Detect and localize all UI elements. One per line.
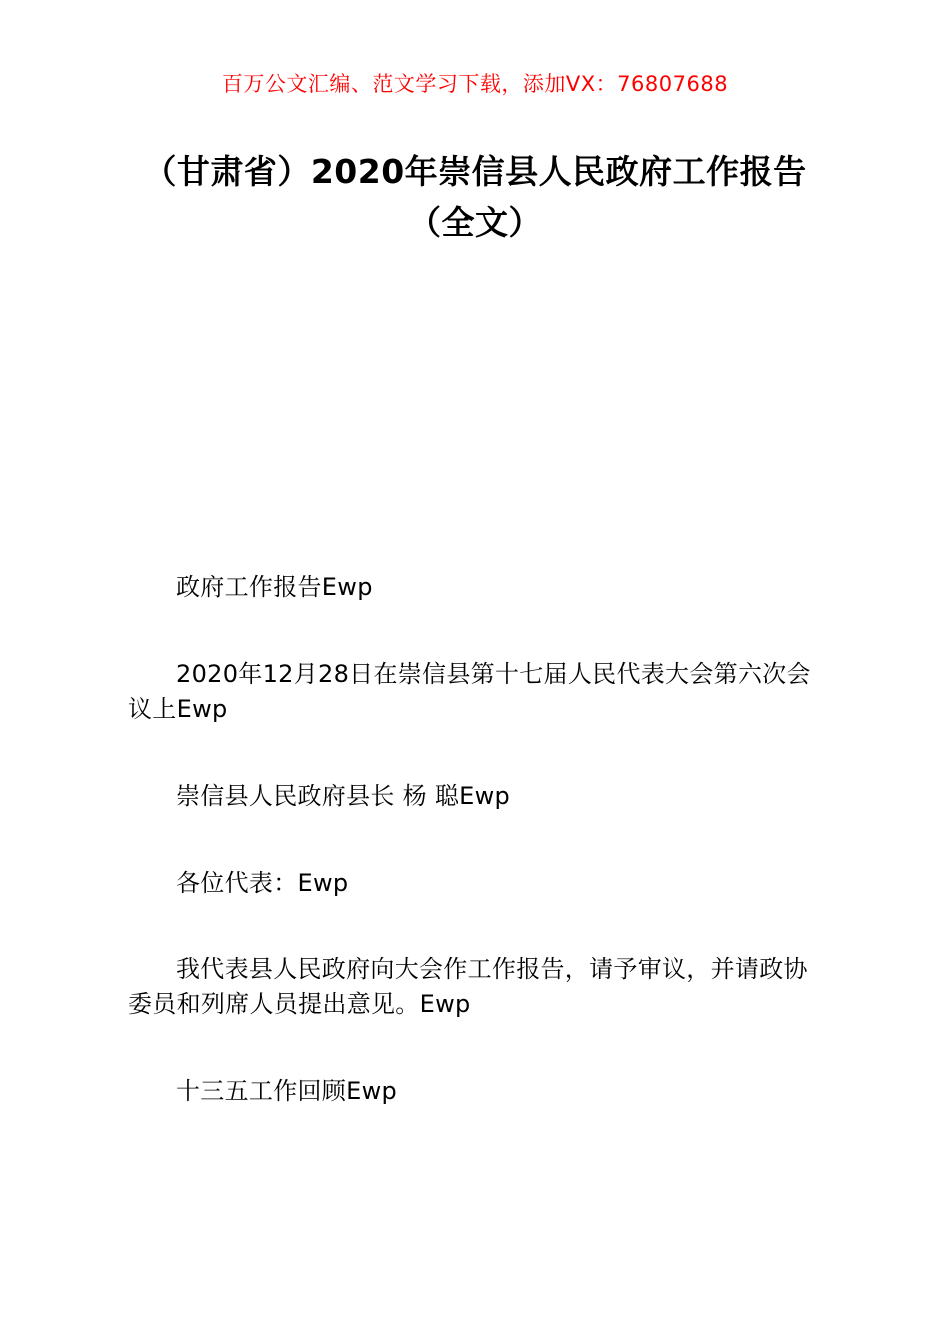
paragraph: 十三五工作回顾Ewp (176, 1076, 398, 1105)
paragraph: 我代表县人民政府向大会作工作报告，请予审议，并请政协委员和列席人员提出意见。Ewp (128, 955, 808, 1019)
paragraph: 各位代表：Ewp (176, 868, 349, 897)
paragraph: 政府工作报告Ewp (176, 573, 373, 602)
paragraph: 崇信县人民政府县长 杨 聪Ewp (176, 781, 511, 810)
title-body-spacer (128, 270, 822, 570)
paragraph: 2020年12月28日在崇信县第十七届人民代表大会第六次会议上Ewp (128, 660, 811, 723)
watermark-text: 百万公文汇编、范文学习下载，添加VX：76807688 (221, 72, 729, 96)
document-body (128, 570, 822, 1108)
page-title: （甘肃省）2020年崇信县人民政府工作报告（全文） (143, 152, 807, 243)
